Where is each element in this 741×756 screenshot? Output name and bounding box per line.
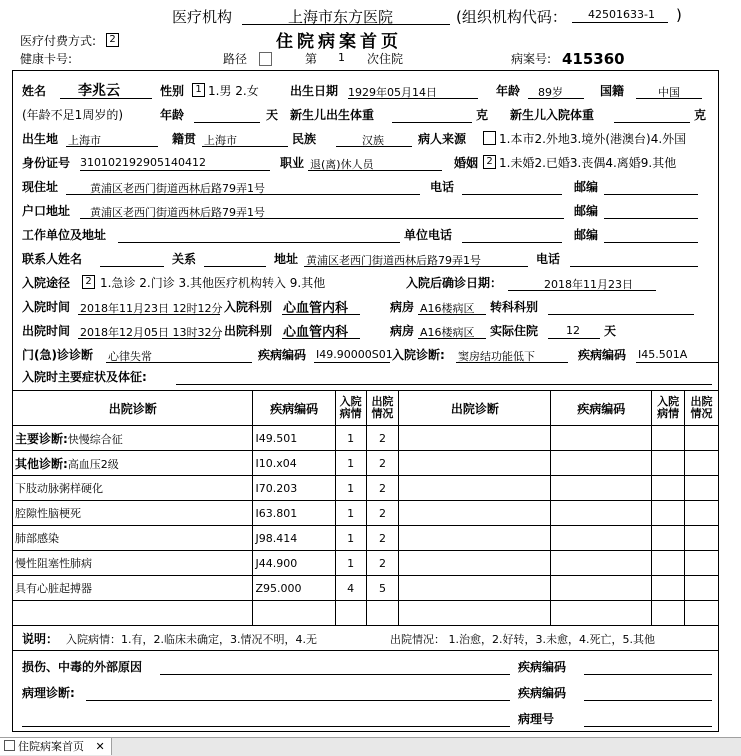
injury-underline	[160, 674, 510, 675]
col-header: 疾病编码	[551, 391, 652, 426]
diag-empty-cell[interactable]	[685, 526, 719, 551]
job-label: 职业	[280, 156, 305, 170]
diag-out-cell[interactable]: 2	[366, 526, 399, 551]
name-label: 姓名	[22, 84, 47, 98]
zip-label-2: 邮编	[574, 204, 599, 218]
origin-value[interactable]: 上海市	[204, 134, 237, 147]
in-dept-label: 入院科别	[224, 300, 273, 314]
org-value[interactable]: 上海市东方医院	[288, 8, 394, 26]
page-title: 住院病案首页	[276, 32, 402, 52]
contact-phone-underline	[570, 266, 698, 267]
diag-out-cell[interactable]: 2	[366, 426, 399, 451]
birth-label: 出生日期	[290, 84, 339, 98]
diag-out-cell[interactable]	[366, 601, 399, 626]
record-label: 病案号:	[511, 52, 552, 66]
note-label: 说明：	[22, 632, 59, 646]
marriage-options: 1.未婚2.已婚3.丧偶4.离婚9.其他	[499, 156, 677, 170]
zip-label: 邮编	[574, 180, 599, 194]
marriage-label: 婚姻	[454, 156, 479, 170]
diag-empty-cell[interactable]	[652, 476, 685, 501]
path-diag-underline-2	[22, 726, 510, 727]
infant-note: (年龄不足1周岁的)	[22, 108, 123, 122]
contact-addr-label: 地址	[274, 252, 299, 266]
diag-empty-cell[interactable]	[551, 476, 652, 501]
diag-empty-cell[interactable]	[399, 426, 551, 451]
diag-name-cell[interactable]	[13, 476, 253, 501]
diag-empty-cell[interactable]	[399, 551, 551, 576]
diag-empty-cell[interactable]	[399, 526, 551, 551]
contact-phone-label: 电话	[536, 252, 561, 266]
diagnosis-table	[12, 390, 719, 626]
stay-days[interactable]: 12	[566, 324, 580, 337]
diag-in-cell[interactable]: 1	[335, 426, 366, 451]
diag-name: 肺部感染	[15, 532, 59, 545]
diag-in-cell[interactable]: 1	[335, 451, 366, 476]
diag-prefix: 主要诊断:	[15, 431, 68, 446]
source-box[interactable]	[483, 131, 496, 145]
diag-name: 下肢动脉粥样硬化	[15, 482, 103, 495]
diag-empty-cell[interactable]	[551, 426, 652, 451]
org-code-underline	[572, 22, 668, 23]
diag-empty-cell[interactable]	[399, 451, 551, 476]
diag-out-cell[interactable]: 2	[366, 451, 399, 476]
in-time-label: 入院时间	[22, 300, 71, 314]
diag-empty-cell[interactable]	[652, 451, 685, 476]
in-code-label: 疾病编码	[578, 348, 627, 362]
tab-record-home[interactable]	[0, 738, 112, 755]
job-value[interactable]: 退(离)休人员	[310, 158, 374, 171]
route-label: 入院途径	[22, 276, 71, 290]
addr-value[interactable]: 黄浦区老西门街道西林后路79弄1号	[90, 182, 265, 195]
in-dept-value[interactable]: 心血管内科	[283, 301, 349, 316]
diag-empty-cell[interactable]	[652, 426, 685, 451]
diag-in-cell[interactable]: 1	[335, 476, 366, 501]
marriage-box[interactable]: 2	[483, 155, 496, 169]
zip-underline-3	[604, 242, 698, 243]
diag-empty-cell[interactable]	[399, 501, 551, 526]
diag-empty-cell[interactable]	[551, 526, 652, 551]
diag-empty-cell[interactable]	[685, 501, 719, 526]
stay-underline	[548, 338, 600, 339]
in-time-value[interactable]: 2018年11月23日 12时12分	[80, 302, 223, 315]
note-in: 入院病情：1.有，2.临床未确定，3.情况不明，4.无	[66, 633, 317, 646]
org-code-label: (组织机构代码：	[456, 8, 567, 26]
in-diag-label: 入院诊断:	[392, 348, 445, 362]
diag-code-cell[interactable]: I63.801	[253, 501, 335, 526]
path-diag-label: 病理诊断:	[22, 686, 75, 700]
times-value[interactable]: 1	[338, 51, 345, 64]
diag-empty-cell[interactable]	[685, 551, 719, 576]
work-label: 工作单位及地址	[22, 228, 107, 242]
diag-empty-cell[interactable]	[399, 601, 551, 626]
tab-label: 住院病案首页	[18, 740, 84, 753]
infant-age-label: 年龄	[160, 108, 185, 122]
pay-label: 医疗付费方式:	[20, 34, 97, 48]
id-underline	[80, 170, 270, 171]
diag-name-cell[interactable]	[13, 501, 253, 526]
col-header: 入院病情	[335, 391, 366, 426]
table-row	[13, 526, 719, 551]
diag-in-cell[interactable]: 1	[335, 551, 366, 576]
age-value[interactable]: 89岁	[538, 86, 563, 99]
table-row	[13, 576, 719, 601]
zip-underline	[604, 194, 698, 195]
contact-label: 联系人姓名	[22, 252, 83, 266]
pay-method-box[interactable]: 2	[106, 33, 119, 47]
stay-label: 实际住院	[490, 324, 539, 338]
work-phone-label: 单位电话	[404, 228, 453, 242]
table-header-row	[13, 391, 719, 426]
nb-admit-weight-underline	[614, 122, 690, 123]
er-diag-label: 门(急)诊诊断	[22, 348, 93, 362]
ward-label: 病房	[390, 300, 415, 314]
table-row	[13, 451, 719, 476]
nb-weight-underline	[392, 122, 472, 123]
diag-out-cell[interactable]: 2	[366, 501, 399, 526]
diag-empty-cell[interactable]	[551, 601, 652, 626]
nation-label: 国籍	[600, 84, 625, 98]
injury-code-label: 疾病编码	[518, 660, 567, 674]
relation-underline	[204, 266, 266, 267]
document-icon	[4, 740, 15, 751]
path-code-underline	[584, 700, 712, 701]
in-code-underline	[636, 362, 718, 363]
diag-name-cell[interactable]	[13, 551, 253, 576]
symptom-underline	[176, 384, 712, 385]
out-time-value[interactable]: 2018年12月05日 13时32分	[80, 326, 223, 339]
tab-bar	[0, 737, 741, 756]
sex-options: 1.男 2.女	[208, 84, 259, 98]
diag-empty-cell[interactable]	[551, 451, 652, 476]
work-underline	[118, 242, 400, 243]
work-phone-underline	[462, 242, 562, 243]
phone-label: 电话	[430, 180, 455, 194]
diag-name: 高血压2级	[67, 457, 119, 471]
diag-empty-cell[interactable]	[685, 476, 719, 501]
path-no-underline	[584, 726, 712, 727]
diag-empty-cell[interactable]	[685, 451, 719, 476]
diag-name: 快慢综合征	[67, 432, 123, 446]
diag-name: 具有心脏起搏器	[15, 582, 92, 595]
age-label: 年龄	[496, 84, 521, 98]
confirm-date[interactable]: 2018年11月23日	[544, 278, 633, 291]
diag-name-cell[interactable]	[13, 426, 253, 451]
record-number[interactable]: 415360	[562, 50, 625, 68]
day-unit: 天	[266, 108, 279, 122]
zip-label-3: 邮编	[574, 228, 599, 242]
route-box[interactable]: 2	[82, 275, 95, 289]
diag-code-cell[interactable]: I70.203	[253, 476, 335, 501]
birthplace-label: 出生地	[22, 132, 59, 146]
path-label: 路径	[223, 52, 248, 66]
stay-unit: 天	[604, 324, 617, 338]
sex-box[interactable]: 1	[192, 83, 205, 97]
zip-underline-2	[604, 218, 698, 219]
diag-code-cell[interactable]: Z95.000	[253, 576, 335, 601]
infant-age-underline	[194, 122, 260, 123]
id-label: 身份证号	[22, 156, 71, 170]
ethnic-label: 民族	[292, 132, 317, 146]
close-icon[interactable]: ✕	[95, 740, 105, 753]
contact-underline	[100, 266, 164, 267]
gram-unit: 克	[476, 108, 489, 122]
transfer-label: 转科科别	[490, 300, 539, 314]
diag-empty-cell[interactable]	[551, 501, 652, 526]
id-number[interactable]: 310102192905140412	[80, 156, 206, 169]
col-header: 入院病情	[652, 391, 685, 426]
diag-out-cell[interactable]: 5	[366, 576, 399, 601]
diag-name: 腔隙性脑梗死	[15, 507, 81, 520]
ward-label-2: 病房	[390, 324, 415, 338]
birthplace-value[interactable]: 上海市	[68, 134, 101, 147]
note-divider	[12, 650, 719, 651]
ward-value-2[interactable]: A16楼病区	[420, 326, 475, 339]
phone-underline	[462, 194, 562, 195]
diag-empty-cell[interactable]	[551, 576, 652, 601]
confirm-label: 入院后确诊日期：	[406, 276, 503, 290]
gram-unit-2: 克	[694, 108, 707, 122]
diag-empty-cell[interactable]	[652, 601, 685, 626]
times-suffix: 次住院	[367, 52, 404, 66]
nb-weight-label: 新生儿出生体重	[290, 108, 375, 122]
hukou-value[interactable]: 黄浦区老西门街道西林后路79弄1号	[90, 206, 265, 219]
diag-code-cell[interactable]: J44.900	[253, 551, 335, 576]
diag-name: 慢性阻塞性肺病	[15, 557, 92, 570]
diag-name-cell[interactable]	[13, 576, 253, 601]
transfer-underline	[548, 314, 694, 315]
diag-name-cell[interactable]	[13, 526, 253, 551]
injury-code-underline	[584, 674, 712, 675]
table-row	[13, 551, 719, 576]
diag-in-cell[interactable]: 4	[335, 576, 366, 601]
ward-value[interactable]: A16楼病区	[420, 302, 475, 315]
ethnic-value[interactable]: 汉族	[362, 134, 384, 147]
patient-name[interactable]: 李兆云	[78, 83, 120, 99]
diag-empty-cell[interactable]	[685, 426, 719, 451]
diag-empty-cell[interactable]	[399, 476, 551, 501]
er-code-underline	[314, 362, 390, 363]
diag-code-cell[interactable]	[253, 601, 335, 626]
diag-in-cell[interactable]: 1	[335, 526, 366, 551]
table-row	[13, 601, 719, 626]
org-code-close: )	[676, 6, 682, 24]
diag-out-cell[interactable]: 2	[366, 551, 399, 576]
diag-name-cell[interactable]	[13, 451, 253, 476]
addr-label: 现住址	[22, 180, 59, 194]
org-label: 医疗机构	[172, 8, 233, 26]
relation-label: 关系	[172, 252, 197, 266]
diag-empty-cell[interactable]	[685, 601, 719, 626]
diag-in-cell[interactable]: 1	[335, 501, 366, 526]
birth-date[interactable]: 1929年05月14日	[348, 86, 437, 99]
col-header: 出院诊断	[13, 391, 253, 426]
source-label: 病人来源	[418, 132, 467, 146]
symptom-label: 入院时主要症状及体征:	[22, 370, 147, 384]
note-out: 出院情况： 1.治愈，2.好转，3.未愈，4.死亡，5.其他	[390, 633, 655, 646]
diag-code-cell[interactable]: J98.414	[253, 526, 335, 551]
origin-label: 籍贯	[172, 132, 197, 146]
route-options: 1.急诊 2.门诊 3.其他医疗机构转入 9.其他	[100, 276, 326, 290]
card-label: 健康卡号:	[20, 52, 73, 66]
diag-code-cell[interactable]: I49.501	[253, 426, 335, 451]
diag-empty-cell[interactable]	[652, 576, 685, 601]
diag-empty-cell[interactable]	[652, 526, 685, 551]
diag-empty-cell[interactable]	[551, 551, 652, 576]
out-dept-value[interactable]: 心血管内科	[283, 325, 349, 340]
col-header: 出院情况	[685, 391, 719, 426]
col-header: 出院诊断	[399, 391, 551, 426]
diag-empty-cell[interactable]	[685, 576, 719, 601]
diag-empty-cell[interactable]	[652, 551, 685, 576]
path-code-label: 疾病编码	[518, 686, 567, 700]
org-code-value[interactable]: 42501633-1	[588, 8, 655, 21]
path-diag-underline	[86, 700, 510, 701]
table-row	[13, 476, 719, 501]
er-diag-value[interactable]: 心律失常	[108, 350, 152, 363]
table-row	[13, 426, 719, 451]
nb-admit-weight-label: 新生儿入院体重	[510, 108, 595, 122]
table-row	[13, 501, 719, 526]
contact-addr-value[interactable]: 黄浦区老西门街道西林后路79弄1号	[306, 254, 481, 267]
times-label: 第	[305, 52, 318, 66]
nation-value[interactable]: 中国	[658, 86, 680, 99]
col-header: 疾病编码	[253, 391, 335, 426]
diag-code-cell[interactable]: I10.x04	[253, 451, 335, 476]
diag-prefix: 其他诊断:	[15, 456, 68, 471]
in-diag-value[interactable]: 窦房结功能低下	[458, 350, 535, 363]
col-header: 出院情况	[366, 391, 399, 426]
hukou-label: 户口地址	[22, 204, 71, 218]
path-checkbox[interactable]	[259, 52, 272, 66]
injury-label: 损伤、中毒的外部原因	[22, 660, 143, 674]
sex-label: 性别	[160, 84, 185, 98]
er-code-label: 疾病编码	[258, 348, 307, 362]
diag-empty-cell[interactable]	[399, 576, 551, 601]
diag-in-cell[interactable]	[335, 601, 366, 626]
diag-name-cell[interactable]	[13, 601, 253, 626]
in-code-value[interactable]: I45.501A	[638, 348, 688, 361]
path-no-label: 病理号	[518, 712, 555, 726]
diag-out-cell[interactable]: 2	[366, 476, 399, 501]
out-time-label: 出院时间	[22, 324, 71, 338]
source-options: 1.本市2.外地3.境外(港澳台)4.外国	[499, 132, 687, 146]
out-dept-label: 出院科别	[224, 324, 273, 338]
er-code-value[interactable]: I49.90000S01	[316, 348, 393, 361]
diag-empty-cell[interactable]	[652, 501, 685, 526]
